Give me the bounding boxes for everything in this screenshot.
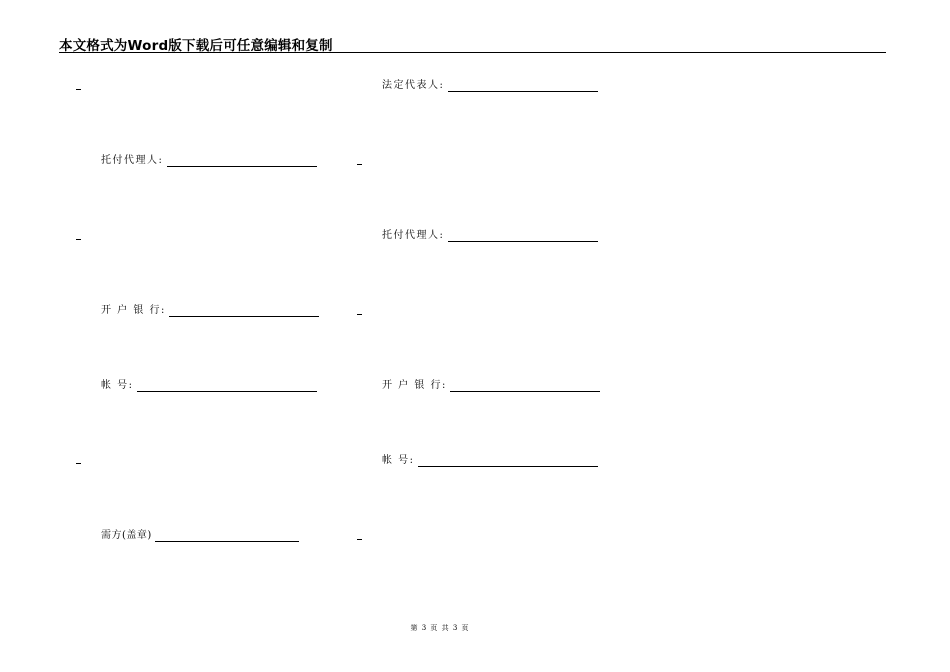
page-footer: 第 3 页 共 3 页 [410,624,470,632]
bank-line-left [169,305,319,317]
agent-field-right [382,230,598,242]
page-header [59,34,886,53]
bank-field-right [382,380,600,392]
dash-marker [357,164,362,165]
dash-marker [357,539,362,540]
agent-line-left [167,155,317,167]
agent-label-right: 托付代理人: [382,230,445,241]
legal-representative-line [448,80,598,92]
legal-representative-field [382,80,598,92]
account-line-right [418,455,598,467]
agent-label-left: 托付代理人: [101,155,164,166]
account-field-left [101,380,317,392]
account-label-right: 帐 号: [382,455,415,466]
dash-marker [76,89,81,90]
buyer-seal-line [155,530,299,542]
dash-marker [357,314,362,315]
agent-field-left [101,155,317,167]
account-label-left: 帐 号: [101,380,134,391]
bank-label-right: 开 户 银 行: [382,380,447,391]
bank-label-left: 开 户 银 行: [101,305,166,316]
header-title: 本文格式为Word版下载后可任意编辑和复制 [59,38,333,54]
agent-line-right [448,230,598,242]
account-field-right [382,455,598,467]
dash-marker [76,239,81,240]
buyer-seal-label: 需方(盖章) [101,530,152,541]
account-line-left [137,380,317,392]
bank-field-left [101,305,319,317]
bank-line-right [450,380,600,392]
legal-representative-label: 法定代表人: [382,80,445,91]
buyer-seal-field [101,530,299,542]
dash-marker [76,463,81,464]
